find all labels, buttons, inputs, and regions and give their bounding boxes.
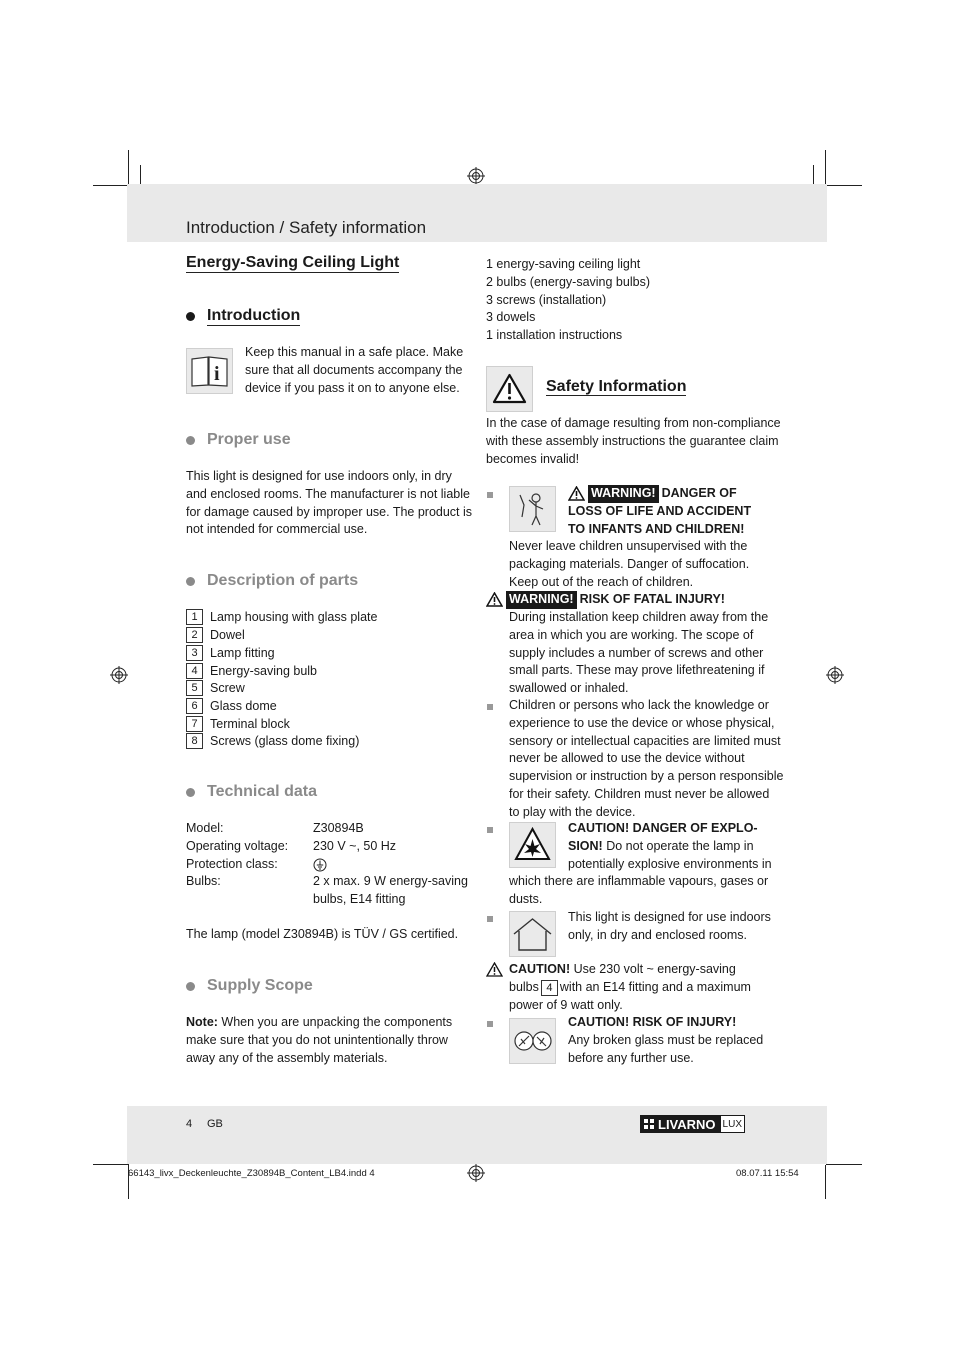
tech-value: 230 V ~, 50 Hz [313,839,397,853]
page-number: 4 [186,1118,193,1130]
print-date: 08.07.11 15:54 [736,1168,799,1179]
house-icon [509,911,556,957]
tech-value: 2 x max. 9 W energy-saving [313,874,468,888]
broken-glass-icon [509,1018,556,1064]
children-persons-text: Children or persons who lack the knowledge or experience to use the device or whose physical, sensory or intellectual capacities are limited must never be allowed to use the device without supervision or instruction by a person responsible for their safety. Children must never be allowed to play with the device. [509,698,784,819]
registration-mark-icon [110,666,128,684]
crop-mark [825,150,826,186]
explosion-caution: CAUTION! DANGER OF EXPLO- SION! Do not operate the lamp in potentially explosive environments in [568,821,772,871]
proper-use-text: This light is designed for use indoors only, in dry and enclosed rooms. The manufacturer is not liable for damage caused by improper use. The product is not intended for commercial use. [186,469,473,537]
part-number-ref: 4 [541,980,558,996]
svg-text:i: i [214,363,220,385]
safety-intro: In the case of damage resulting from non-compliance with these assembly instructions the guarantee claim becomes invalid! [486,416,781,466]
safety-heading: Safety Information [546,378,687,395]
tech-value: Z30894B [313,821,364,835]
section-bullet [186,577,195,586]
list-bullet [487,827,493,833]
section-bullet [186,788,195,797]
child-icon [509,486,556,532]
parts-list-item: 8 Screws (glass dome fixing) [186,733,359,749]
parts-list-item: 1 Lamp housing with glass plate [186,609,377,625]
warning-children-text: Never leave children unsupervised with the packaging materials. Danger of suffocation. Keep out of the reach of children. [509,539,750,589]
explosion-icon [509,822,556,868]
doc-title: Energy-Saving Ceiling Light [186,254,400,271]
section-supply-scope: Supply Scope [186,977,313,995]
crop-mark [128,150,129,186]
tech-value: bulbs, E14 fitting [313,892,406,906]
parts-list-item: 4 Energy-saving bulb [186,663,317,679]
brand-logo: LIVARNO LUX [640,1115,745,1133]
manual-info-icon [186,348,233,394]
tech-label: Bulbs: [186,874,221,888]
list-bullet [487,916,493,922]
injury-caution: CAUTION! RISK OF INJURY! Any broken glass must be replaced before any further use. [568,1015,764,1065]
section-bullet [186,312,195,321]
certification-note: The lamp (model Z30894B) is TÜV / GS certified. [186,927,459,941]
warning-triangle-icon [486,962,503,977]
brand-mark-icon [644,1119,654,1129]
page-title: Introduction / Safety information [186,218,427,237]
warning-triangle-icon [568,486,585,501]
tech-label: Operating voltage: [186,839,289,853]
protection-class-icon [313,858,327,872]
registration-mark-icon [467,167,485,185]
crop-mark [826,185,862,186]
indoor-text: This light is designed for use indoors only, in dry and enclosed rooms. [568,910,771,942]
warning-badge: WARNING! [506,591,577,609]
registration-mark-icon [826,666,844,684]
caution-bulbs: CAUTION! Use 230 volt ~ energy-saving bulbs 4 with an E14 fitting and a maximum power of 9 watt only. [509,962,751,1012]
section-bullet [186,436,195,445]
section-description-of-parts: Description of parts [186,572,358,590]
crop-mark [826,1164,862,1165]
list-bullet [487,492,493,498]
section-bullet [186,982,195,991]
list-bullet [487,1021,493,1027]
crop-mark [93,1164,129,1165]
warning-triangle-icon [486,592,503,607]
supply-list: 1 energy-saving ceiling light 2 bulbs (energy-saving bulbs) 3 screws (installation) 3 dowels 1 installation instructions [486,257,650,343]
warning-badge: WARNING! [588,485,659,503]
parts-list-item: 3 Lamp fitting [186,645,275,661]
crop-mark [93,185,129,186]
list-bullet [487,704,493,710]
warning-fatal-text: During installation keep children away from the area in which you are working. The scope of supply includes a number of screws and other small parts. These may prove lifethreatening if swallowed or inhaled. [509,610,769,696]
parts-list-item: 5 Screw [186,680,245,696]
warning-children-title: WARNING! DANGER OF LOSS OF LIFE AND ACCIDENT TO INFANTS AND CHILDREN! [568,486,752,536]
explosion-text: which there are inflammable vapours, gases or dusts. [509,874,769,906]
file-info: 66143_livx_Deckenleuchte_Z30894B_Content_LB4.indd 4 [128,1168,375,1179]
tech-label: Protection class: [186,857,278,871]
supply-note: Note: When you are unpacking the components make sure that you do not unintentionally throw away any of the assembly materials. [186,1015,453,1065]
language-code: GB [207,1118,223,1130]
section-technical-data: Technical data [186,783,317,801]
warning-fatal-title: WARNING! RISK OF FATAL INJURY! [486,591,725,609]
registration-mark-icon [467,1164,485,1182]
crop-mark [825,1165,826,1199]
section-proper-use: Proper use [186,431,291,449]
parts-list-item: 7 Terminal block [186,716,290,732]
parts-list-item: 2 Dowel [186,627,245,643]
introduction-text: Keep this manual in a safe place. Make sure that all documents accompany the device if you pass it on to anyone else. [245,345,464,395]
section-introduction: Introduction [186,307,300,326]
tech-label: Model: [186,821,224,835]
parts-list-item: 6 Glass dome [186,698,277,714]
warning-triangle-icon [486,366,533,412]
